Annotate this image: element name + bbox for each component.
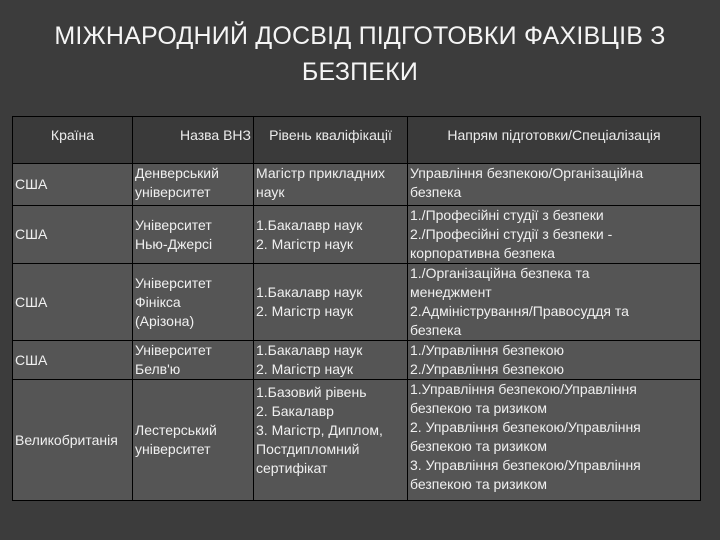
university-line: Університет — [135, 274, 212, 291]
header-university: Назва ВНЗ — [133, 117, 254, 164]
direction-line: 1./Організаційна безпека та — [410, 265, 590, 281]
direction-line: корпоративна безпека — [410, 245, 555, 261]
header-direction: Напрям підготовки/Спеціалізація — [408, 117, 701, 164]
slide-title — [40, 18, 680, 90]
direction-line: безпекою та ризиком — [410, 476, 548, 492]
country-text: США — [15, 226, 48, 242]
slide-title-line-1: МІЖНАРОДНИЙ ДОСВІД ПІДГОТОВКИ ФАХІВЦІВ З — [54, 22, 666, 50]
direction-line: 2. Управління безпекою/Управління — [410, 419, 641, 435]
level-line: 2. Бакалавр — [256, 403, 334, 419]
level-line: сертифікат — [256, 460, 328, 476]
level-line: 3. Магістр, Диплом, — [256, 422, 383, 438]
table-header — [13, 117, 701, 164]
programs-table — [12, 116, 701, 501]
cell-country — [13, 264, 133, 341]
university-line: Нью-Джерсі — [135, 235, 213, 252]
cell-direction — [408, 380, 701, 501]
direction-line: 2./Професійні студії з безпеки - — [410, 226, 613, 242]
direction-line: 2./Управління безпекою — [410, 361, 565, 377]
direction-line: 1./Професійні студії з безпеки — [410, 207, 604, 223]
table-row — [13, 164, 701, 206]
level-line: наук — [256, 184, 285, 200]
cell-level — [254, 341, 408, 380]
cell-level — [254, 164, 408, 206]
cell-university — [133, 164, 254, 206]
university-line: Лестерський — [135, 422, 217, 438]
header-country: Країна — [13, 117, 133, 164]
slide-title-line-2: БЕЗПЕКИ — [301, 58, 419, 86]
direction-line: 1.Управління безпекою/Управління — [410, 381, 637, 397]
table-row — [13, 206, 701, 264]
cell-direction — [408, 164, 701, 206]
cell-level — [254, 380, 408, 501]
country-text: США — [15, 293, 48, 310]
university-line: Фінікса — [135, 293, 181, 310]
level-line: Постдипломний — [256, 441, 360, 457]
direction-line: безпека — [410, 184, 462, 200]
university-line: Денверський — [135, 165, 219, 181]
cell-country — [13, 341, 133, 380]
cell-country — [13, 164, 133, 206]
cell-university — [133, 206, 254, 264]
cell-university — [133, 341, 254, 380]
level-line: 1.Бакалавр наук — [256, 216, 363, 233]
level-line: 2. Магістр наук — [256, 235, 353, 252]
table-row — [13, 341, 701, 380]
direction-line: 3. Управління безпекою/Управління — [410, 457, 641, 473]
cell-university — [133, 380, 254, 501]
level-line: 2. Магістр наук — [256, 303, 353, 319]
university-line: (Арізона) — [135, 312, 195, 329]
cell-direction — [408, 341, 701, 380]
cell-university — [133, 264, 254, 341]
cell-direction — [408, 264, 701, 341]
cell-direction — [408, 206, 701, 264]
country-text: Великобританія — [15, 431, 118, 448]
university-line: університет — [135, 184, 211, 200]
direction-line: безпекою та ризиком — [410, 438, 548, 454]
direction-line: Управління безпекою/Організаційна — [410, 165, 644, 181]
direction-line: 1./Управління безпекою — [410, 342, 565, 358]
header-level: Рівень кваліфікації — [254, 117, 408, 164]
table-row — [13, 264, 701, 341]
table-row — [13, 380, 701, 501]
cell-country — [13, 380, 133, 501]
level-line: 2. Магістр наук — [256, 361, 353, 377]
level-line: Магістр прикладних — [256, 165, 386, 181]
direction-line: безпека — [410, 322, 462, 338]
university-line: Белв'ю — [135, 361, 181, 377]
country-text: США — [15, 176, 48, 192]
level-line: 1.Базовий рівень — [256, 384, 367, 400]
country-text: США — [15, 351, 48, 368]
level-line: 1.Бакалавр наук — [256, 284, 363, 300]
university-line: Університет — [135, 342, 212, 358]
direction-line: менеджмент — [410, 284, 492, 300]
cell-level — [254, 206, 408, 264]
cell-level — [254, 264, 408, 341]
university-line: університет — [135, 441, 211, 457]
direction-line: безпекою та ризиком — [410, 400, 548, 416]
cell-country — [13, 206, 133, 264]
university-line: Університет — [135, 216, 212, 233]
level-line: 1.Бакалавр наук — [256, 342, 363, 358]
direction-line: 2.Адміністрування/Правосуддя та — [410, 303, 629, 319]
